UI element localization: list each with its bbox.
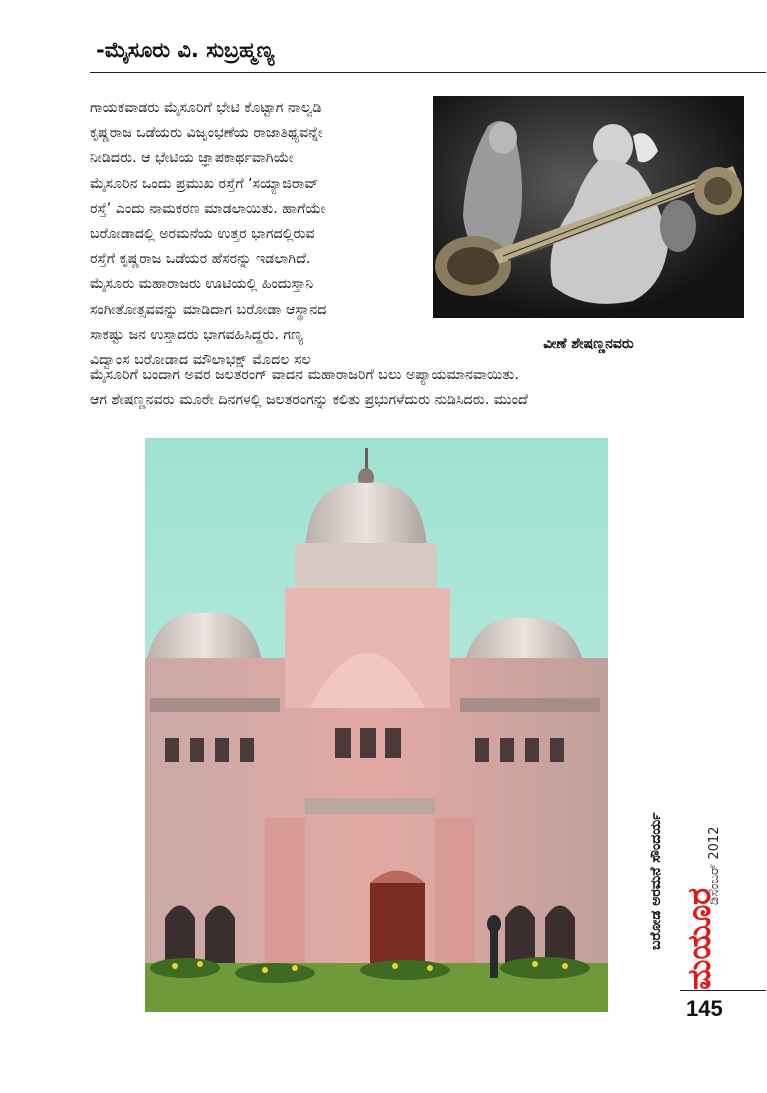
paragraph-line: ಬರೋಡಾದಲ್ಲಿ ಅರಮನೆಯ ಉತ್ತರ ಭಾಗದಲ್ಲಿರುವ bbox=[90, 226, 315, 243]
article-continuation bbox=[90, 363, 690, 413]
veena-player-photo bbox=[433, 96, 744, 318]
page-number: 145 bbox=[686, 996, 723, 1021]
paragraph-line: ಮೈಸೂರು ಮಹಾರಾಜರು ಊಟಿಯಲ್ಲಿ ಹಿಂದುಸ್ತಾನಿ bbox=[90, 276, 314, 293]
article-paragraph bbox=[90, 96, 430, 373]
paragraph-line: ನೀಡಿದರು. ಆ ಭೇಟಿಯ ಜ್ಞಾಪಕಾರ್ಥವಾಗಿಯೇ bbox=[90, 150, 294, 167]
paragraph-line: ಸಾಕಷ್ಟು ಜನ ಉಸ್ತಾದರು ಭಾಗವಹಿಸಿದ್ದರು. ಗಣ್ಯ bbox=[90, 326, 304, 343]
paragraph-line: ವಿದ್ವಾಂಸ ಬರೋಡಾದ ಮೌಲಾಭಕ್ಷ್ ಮೊದಲ ಸಲ bbox=[90, 352, 311, 369]
article-byline: -ಮೈಸೂರು ವಿ. ಸುಬ್ರಹ್ಮಣ್ಯ bbox=[96, 38, 275, 62]
paragraph-line: ಗಾಯಕವಾಡರು ಮೈಸೂರಿಗೆ ಭೇಟಿ ಕೊಟ್ಟಾಗ ನಾಲ್ವಡಿ bbox=[90, 100, 322, 116]
paragraph-line: ಮೈಸೂರಿನ ಒಂದು ಪ್ರಮುಖ ರಸ್ತೆಗೆ ‘ಸಯ್ಯಾಜಿರಾವ್ bbox=[90, 175, 319, 192]
paragraph-line: ಮೈಸೂರಿಗೆ ಬಂದಾಗ ಅವರ ಜಲತರಂಗ್ ವಾದನ ಮಹಾರಾಜರಿಗೆ ಬಲು ಅಪ್ಯಾಯಮಾನವಾಯಿತು. bbox=[90, 367, 519, 383]
paragraph-line: ರಸ್ತೆ’ ಎಂದು ನಾಮಕರಣ ಮಾಡಲಾಯಿತು. ಹಾಗೆಯೇ bbox=[90, 200, 326, 217]
paragraph-line: ಸಂಗೀತೋತ್ಸವವನ್ನು ಮಾಡಿದಾಗ ಬರೋಡಾ ಆಸ್ಥಾನದ bbox=[90, 301, 327, 318]
magazine-masthead: ಮಯೂರ bbox=[680, 887, 718, 990]
paragraph-line: ರಸ್ತೆಗೆ ಕೃಷ್ಣರಾಜ ಒಡೆಯರ ಹೆಸರನ್ನು ಇಡಲಾಗಿದೆ. bbox=[90, 251, 311, 268]
paragraph-line: ಕೃಷ್ಣರಾಜ ಒಡೆಯರು ವಿಜೃಂಭಣೆಯ ರಾಜಾತಿಥ್ಯವನ್ನೇ bbox=[90, 125, 323, 142]
issue-date: ಡಿಸೆಂಬರ್ 2012 bbox=[707, 826, 722, 905]
baroda-palace-photo bbox=[145, 438, 608, 1012]
palace-caption: ಬರೋಡ ಅರಮನೆ ಸೌಂದರ್ಯ bbox=[648, 812, 664, 950]
footer-rule bbox=[680, 990, 766, 991]
paragraph-line: ಆಗ ಶೇಷಣ್ಣನವರು ಮೂರೇ ದಿನಗಳಲ್ಲಿ ಜಲತರಂಗನ್ನು ಕಲಿತು ಪ್ರಭುಗಳೆದುರು ನುಡಿಸಿದರು. ಮುಂದೆ bbox=[90, 392, 528, 409]
photo-caption: ವೀಣೆ ಶೇಷಣ್ಣನವರು bbox=[543, 336, 634, 352]
header-rule bbox=[90, 72, 766, 73]
